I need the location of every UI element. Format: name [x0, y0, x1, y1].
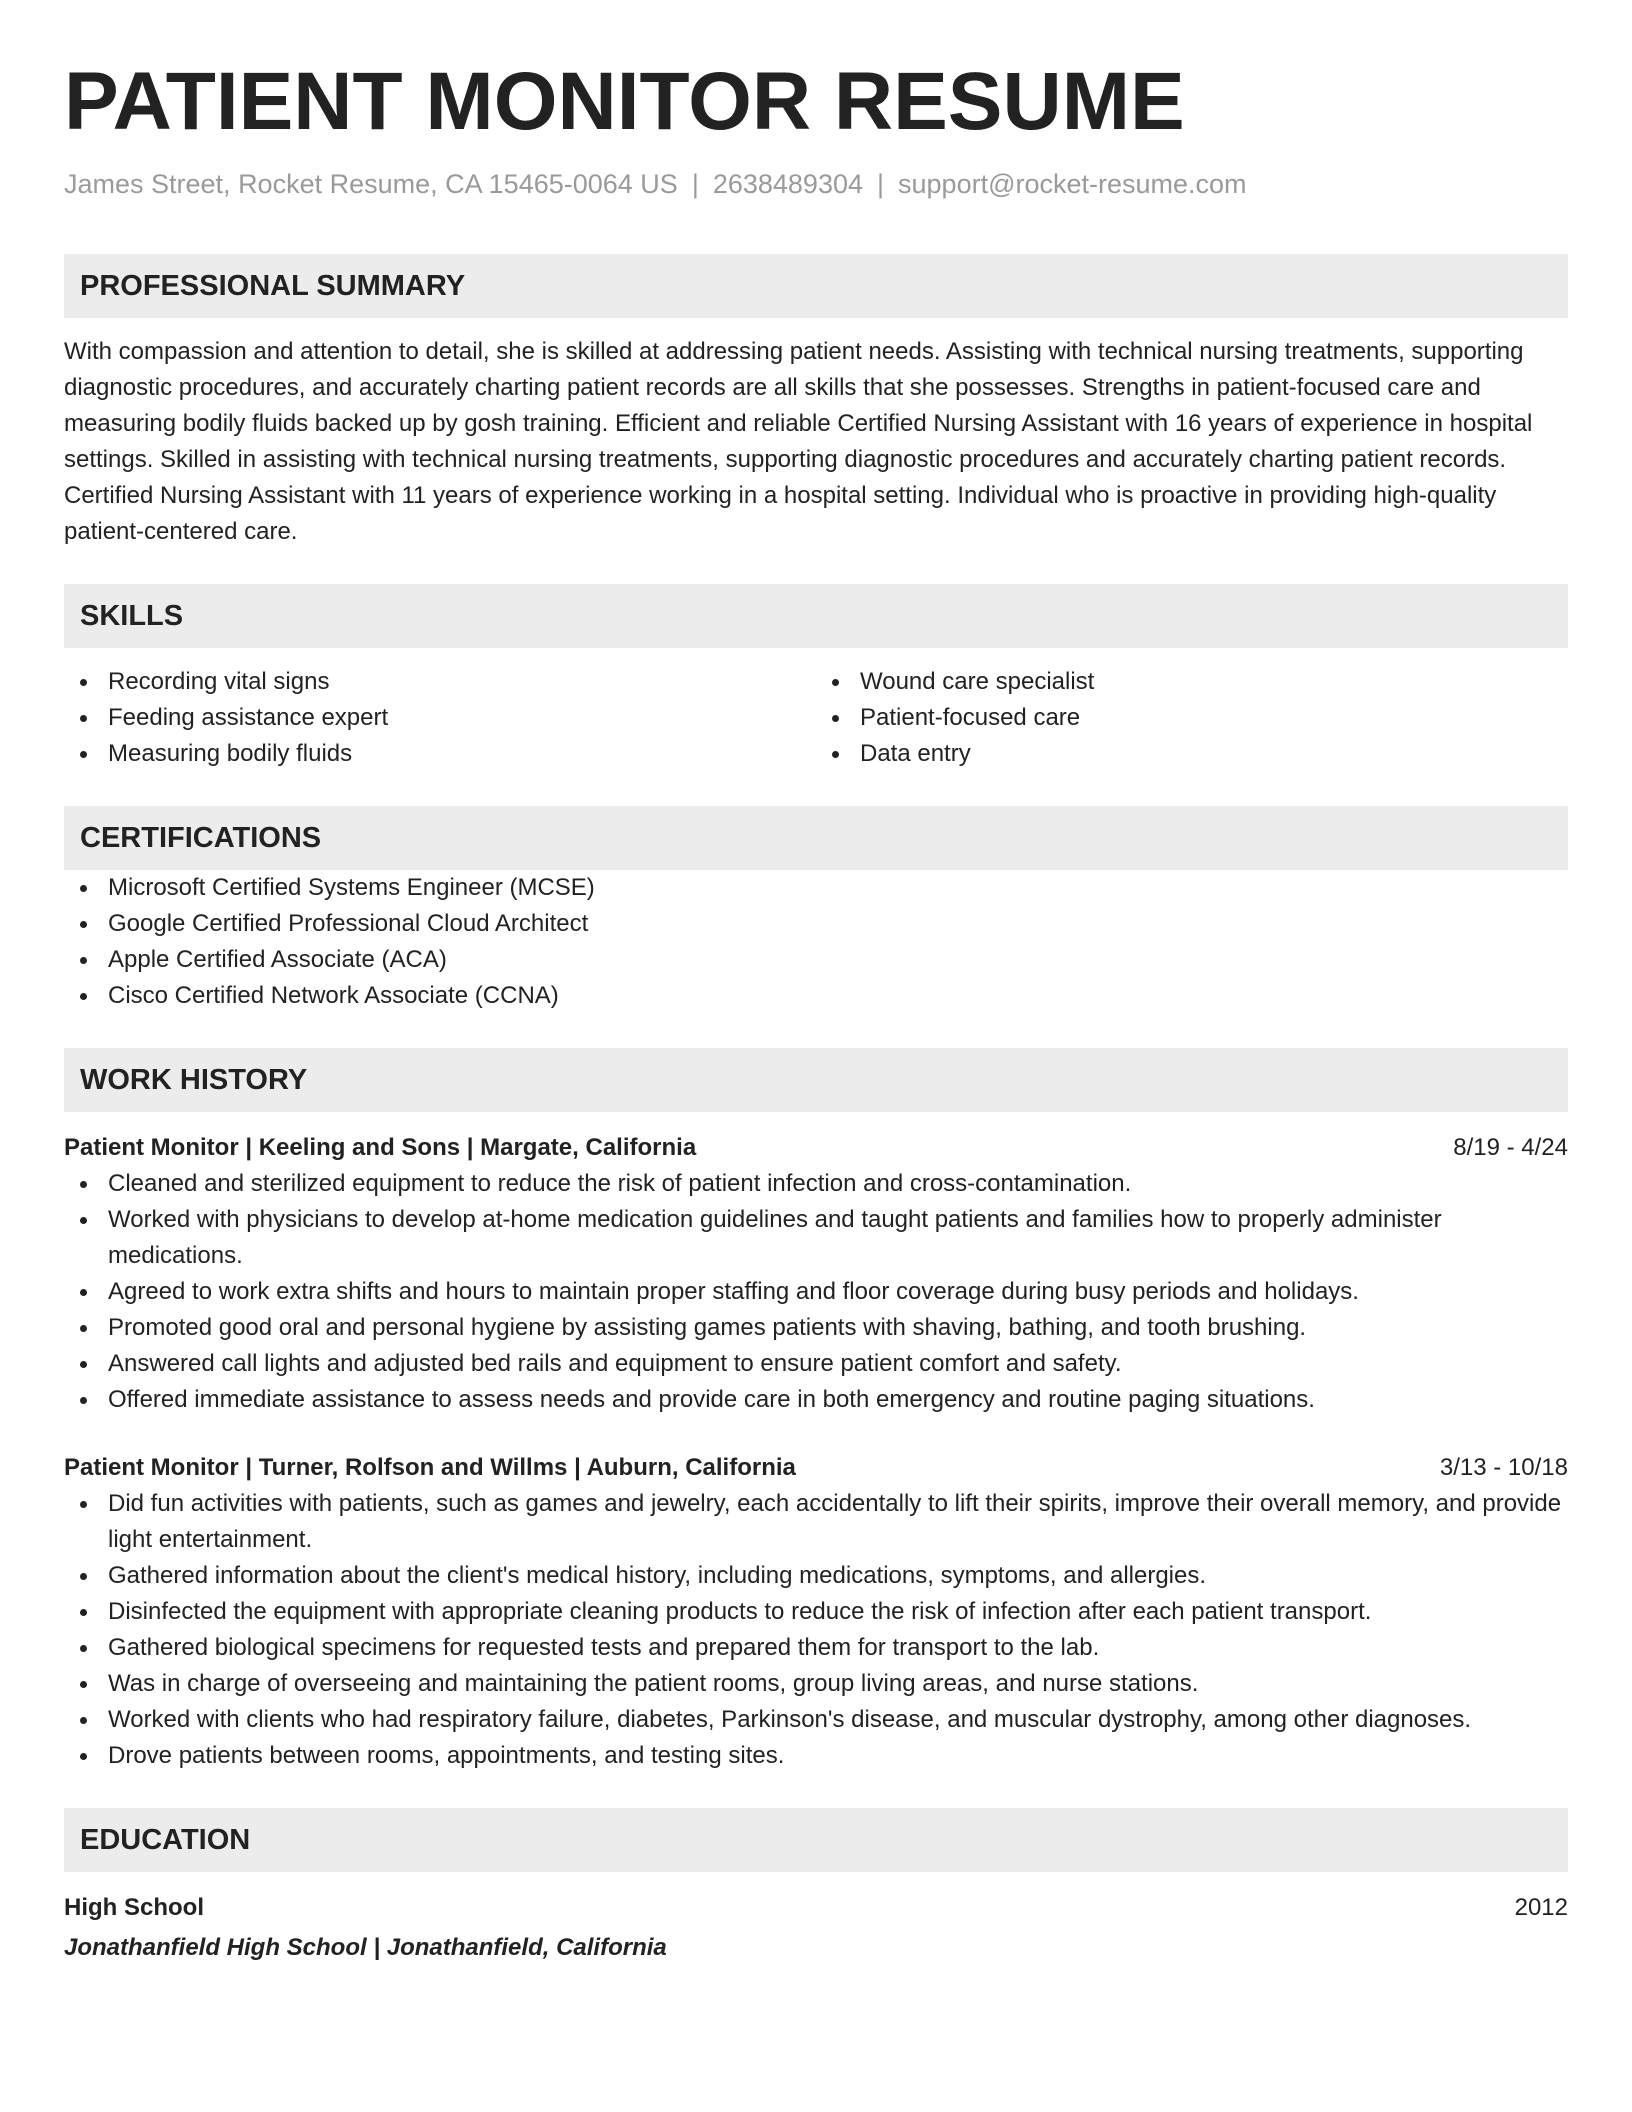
job-heading-row [64, 1130, 1568, 1166]
list-item: Feeding assistance expert [64, 700, 816, 736]
list-item: Drove patients between rooms, appointments, and testing sites. [64, 1738, 1568, 1774]
list-item: Gathered biological specimens for requested tests and prepared them for transport to the lab. [64, 1630, 1568, 1666]
list-item: Recording vital signs [64, 664, 816, 700]
list-item: Worked with physicians to develop at-home medication guidelines and taught patients and families how to properly administer medications. [64, 1202, 1568, 1274]
skills-grid [64, 664, 1568, 772]
education-year: 2012 [1514, 1894, 1568, 1921]
section-header-summary: PROFESSIONAL SUMMARY [64, 254, 1568, 318]
contact-phone: 2638489304 [712, 169, 863, 199]
job-dates: 3/13 - 10/18 [1439, 1454, 1568, 1481]
section-header-skills: SKILLS [64, 584, 1568, 648]
education-school: Jonathanfield High School | Jonathanfield, California [64, 1934, 667, 1961]
summary-text: With compassion and attention to detail, she is skilled at addressing patient needs. Assisting with technical nursing treatments, supporting diagnostic procedures, and accurately charting patient records are all skills that she possesses. Strengths in patient-focused care and measuring bodily fluids backed up by gosh training. Efficient and reliable Certified Nursing Assistant with 16 years of experience in hospital settings. Skilled in assisting with technical nursing treatments, supporting diagnostic procedures and accurately charting patient records. Certified Nursing Assistant with 11 years of experience working in a hospital setting. Individual who is proactive in providing high-quality patient-centered care. [64, 338, 1533, 545]
list-item: Cisco Certified Network Associate (CCNA) [64, 978, 1568, 1014]
skills-list-right [816, 664, 1568, 772]
certifications-list [64, 870, 1568, 1014]
job-bullets [64, 1486, 1568, 1774]
resume-title: PATIENT MONITOR RESUME [64, 56, 1185, 147]
list-item: Disinfected the equipment with appropriate cleaning products to reduce the risk of infection after each patient transport. [64, 1594, 1568, 1630]
section-header-work-history: WORK HISTORY [64, 1048, 1568, 1112]
list-item: Patient-focused care [816, 700, 1568, 736]
list-item: Cleaned and sterilized equipment to reduce the risk of patient infection and cross-contamination. [64, 1166, 1568, 1202]
contact-line [64, 166, 1568, 202]
list-item: Did fun activities with patients, such as games and jewelry, each accidentally to lift their spirits, improve their overall memory, and provide light entertainment. [64, 1486, 1568, 1558]
job-bullets [64, 1166, 1568, 1418]
education-row [64, 1890, 1568, 1926]
job-dates: 8/19 - 4/24 [1453, 1134, 1568, 1161]
job-title: Patient Monitor | Turner, Rolfson and Willms | Auburn, California [64, 1454, 796, 1481]
contact-email: support@rocket-resume.com [898, 169, 1247, 199]
list-item: Answered call lights and adjusted bed rails and equipment to ensure patient comfort and safety. [64, 1346, 1568, 1382]
list-item: Measuring bodily fluids [64, 736, 816, 772]
job-title: Patient Monitor | Keeling and Sons | Margate, California [64, 1134, 697, 1161]
list-item: Wound care specialist [816, 664, 1568, 700]
list-item: Was in charge of overseeing and maintaining the patient rooms, group living areas, and nurse stations. [64, 1666, 1568, 1702]
list-item: Google Certified Professional Cloud Architect [64, 906, 1568, 942]
list-item: Promoted good oral and personal hygiene by assisting games patients with shaving, bathing, and tooth brushing. [64, 1310, 1568, 1346]
section-header-certifications: CERTIFICATIONS [64, 806, 1568, 870]
list-item: Agreed to work extra shifts and hours to maintain proper staffing and floor coverage during busy periods and holidays. [64, 1274, 1568, 1310]
list-item: Worked with clients who had respiratory failure, diabetes, Parkinson's disease, and muscular dystrophy, among other diagnoses. [64, 1702, 1568, 1738]
contact-address: James Street, Rocket Resume, CA 15465-0064 US [64, 169, 678, 199]
contact-separator: | [877, 169, 885, 199]
list-item: Microsoft Certified Systems Engineer (MCSE) [64, 870, 1568, 906]
skills-list-left [64, 664, 816, 772]
list-item: Apple Certified Associate (ACA) [64, 942, 1568, 978]
section-header-education: EDUCATION [64, 1808, 1568, 1872]
list-item: Offered immediate assistance to assess needs and provide care in both emergency and routine paging situations. [64, 1382, 1568, 1418]
education-degree: High School [64, 1894, 204, 1921]
list-item: Gathered information about the client's medical history, including medications, symptoms, and allergies. [64, 1558, 1568, 1594]
contact-separator: | [691, 169, 699, 199]
job-heading-row [64, 1450, 1568, 1486]
list-item: Data entry [816, 736, 1568, 772]
